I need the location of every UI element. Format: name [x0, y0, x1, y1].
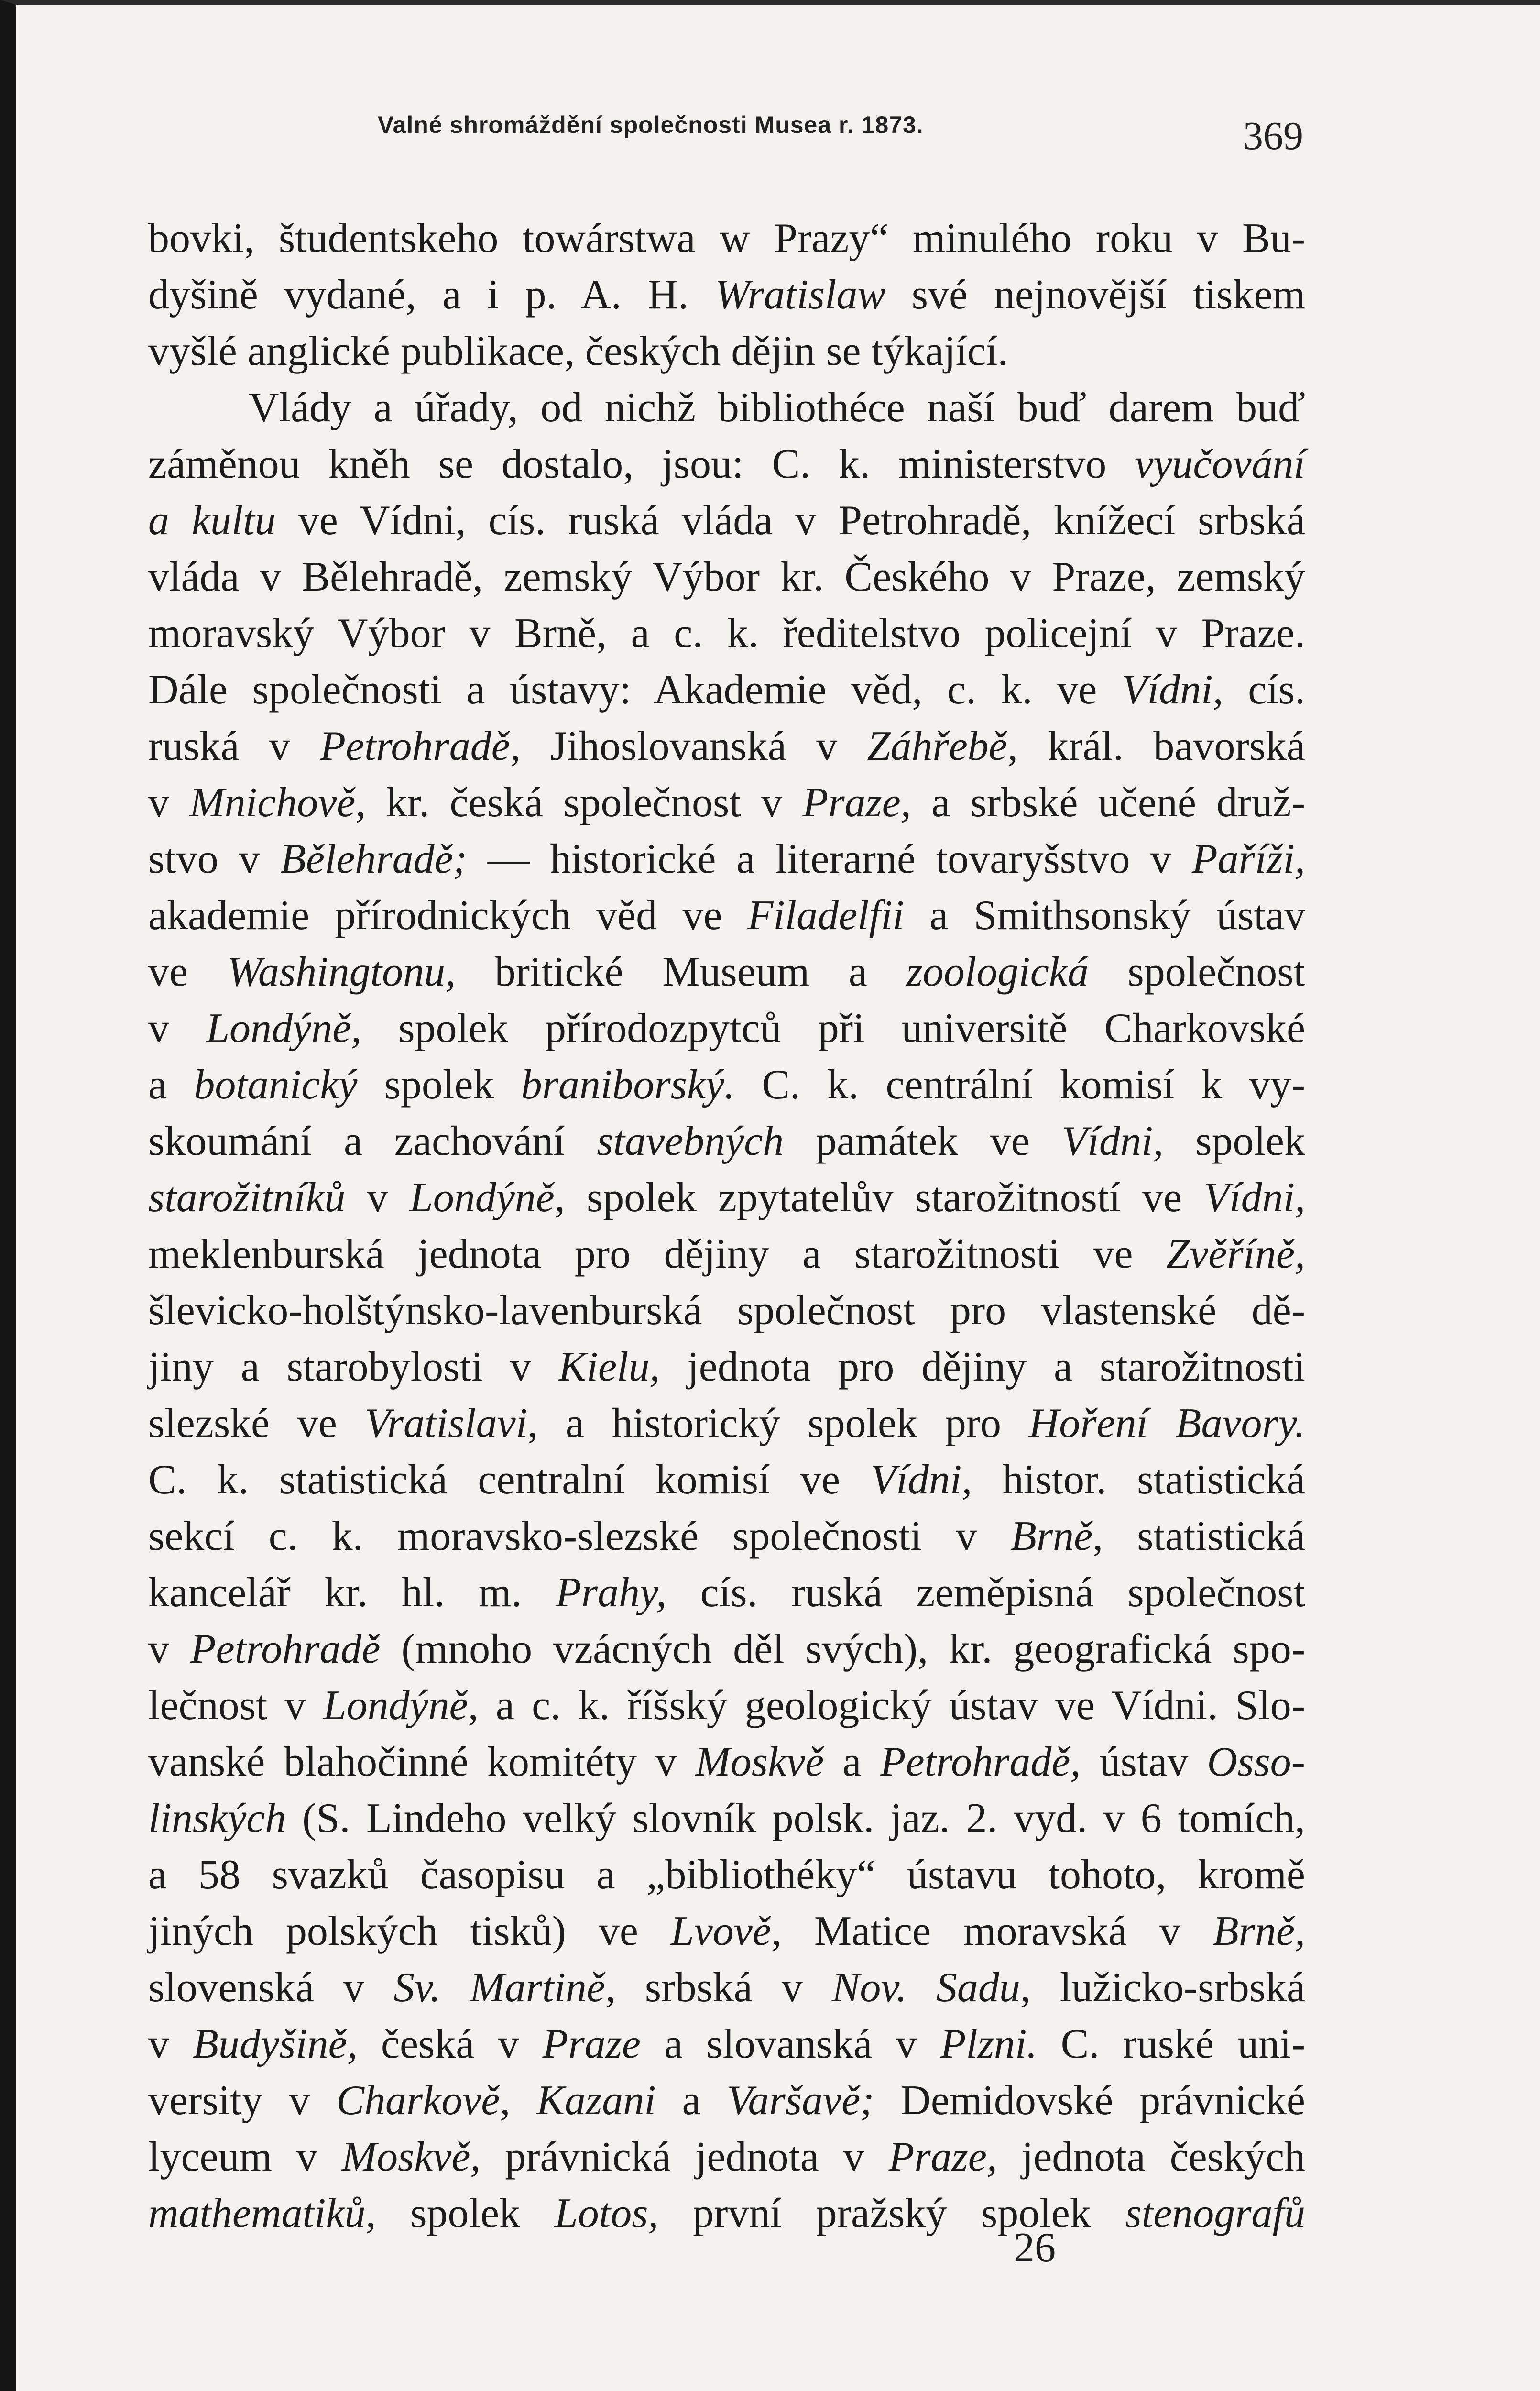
text-segment: a [824, 1739, 880, 1785]
italic-text-segment: Filadelfii [747, 892, 904, 939]
text-line [148, 1790, 1305, 1847]
italic-text-segment: Osso- [1207, 1739, 1305, 1785]
italic-text-segment: mathematiků, [148, 2190, 376, 2237]
text-segment: slezské ve [148, 1400, 365, 1447]
italic-text-segment: Petrohradě [190, 1626, 381, 1672]
text-segment: histor. statistická [972, 1457, 1305, 1503]
text-segment: lečnost v [148, 1682, 323, 1729]
text-segment: sekcí c. k. moravsko-slezské společnosti v [148, 1513, 1011, 1559]
text-segment: ústav [1081, 1739, 1207, 1785]
text-segment: v [148, 779, 190, 826]
text-segment: ve Vídni, cís. ruská vláda v Petrohradě, knížecí srbská [275, 497, 1305, 544]
italic-text-segment: Nov. Sadu, [831, 1964, 1031, 2011]
text-segment: v [148, 1005, 207, 1052]
text-segment: jiny a starobylosti v [148, 1344, 558, 1390]
text-line [148, 1170, 1305, 1226]
text-segment: spolek přírodozpytců při universitě Charkovské [361, 1005, 1306, 1052]
italic-text-segment: linských [148, 1795, 286, 1842]
text-segment: (mnoho vzácných děl svých), kr. geografická spo- [380, 1626, 1306, 1672]
text-line [148, 1283, 1305, 1339]
text-segment: první pražský spolek [658, 2190, 1125, 2237]
text-segment: a c. k. říšský geologický ústav ve Vídni. Slo- [478, 1682, 1306, 1729]
text-segment: a [148, 1062, 194, 1108]
italic-text-segment: Washingtonu, [227, 949, 456, 995]
italic-text-segment: Záhřebě, [867, 723, 1018, 769]
text-segment: jednota českých [997, 2134, 1305, 2180]
text-segment: — historické a literarné tovaryšstvo v [467, 836, 1192, 882]
italic-text-segment: Moskvě [695, 1739, 824, 1785]
text-line [148, 2129, 1305, 2185]
text-segment: a historický spolek pro [538, 1400, 1029, 1447]
italic-text-segment: Petrohradě, [880, 1739, 1081, 1785]
italic-text-segment: Paříži, [1191, 836, 1305, 882]
text-segment: šlevicko-holštýnsko-lavenburská společnost pro vlastenské dě- [148, 1287, 1305, 1334]
italic-text-segment: Wratislaw [715, 272, 886, 318]
text-segment: srbská v [615, 1964, 832, 2011]
italic-text-segment: zoologická [906, 949, 1089, 995]
text-segment: své nejnovější tiskem [885, 272, 1305, 318]
italic-text-segment: Lvově, [670, 1908, 782, 1954]
text-segment: vanské blahočinné komitéty v [148, 1739, 696, 1785]
text-segment: cís. ruská zeměpisná společnost [666, 1569, 1305, 1616]
italic-text-segment: Londýně, [323, 1682, 479, 1729]
text-segment: (S. Lindeho velký slovník polsk. jaz. 2. vyd. v 6 tomích, [286, 1795, 1305, 1842]
text-segment: vláda v Bělehradě, zemský Výbor kr. Českého v Praze, zemský [148, 554, 1305, 600]
text-segment: a 58 svazků časopisu a „bibliothéky“ ústavu tohoto, kromě [148, 1852, 1305, 1898]
text-segment: lužicko-srbská [1030, 1964, 1306, 2011]
text-line [148, 1113, 1305, 1170]
text-line [148, 493, 1305, 549]
text-segment: lyceum v [148, 2134, 342, 2180]
italic-text-segment: Lotos, [554, 2190, 659, 2237]
text-segment: kancelář kr. hl. m. [148, 1569, 556, 1616]
italic-text-segment: stavebných [597, 1118, 784, 1164]
italic-text-segment: Londýně, [409, 1174, 565, 1221]
italic-text-segment: Bělehradě; [280, 836, 468, 882]
text-line [148, 662, 1305, 718]
text-segment: král. bavorská [1017, 723, 1305, 769]
text-segment: versity v [148, 2077, 337, 2124]
text-segment: ruská v [148, 723, 320, 769]
text-line [148, 775, 1305, 831]
italic-text-segment: Sv. Martině, [393, 1964, 616, 2011]
text-line [148, 1395, 1305, 1452]
signature-mark: 26 [1014, 2225, 1056, 2271]
italic-text-segment: Hoření Bavory. [1028, 1400, 1305, 1447]
italic-text-segment: Vídni, [870, 1457, 972, 1503]
italic-text-segment: Brně, [1212, 1908, 1305, 1954]
italic-text-segment: Mnichově, [189, 779, 366, 826]
text-segment: vyšlé anglické publikace, českých dějin se týkající. [148, 328, 1008, 374]
italic-text-segment: Prahy, [555, 1569, 667, 1616]
text-segment: spolek [376, 2190, 555, 2237]
text-segment: C. k. statistická centralní komisí ve [148, 1457, 871, 1503]
text-line [148, 1903, 1305, 1960]
text-line [148, 605, 1305, 662]
text-segment: moravský Výbor v Brně, a c. k. ředitelstvo policejní v Praze. [148, 610, 1305, 657]
italic-text-segment: Kielu, [558, 1344, 660, 1390]
running-title: Valné shromáždění společnosti Musea r. 1873. [378, 111, 924, 138]
text-line [148, 1565, 1305, 1621]
text-line [148, 1339, 1305, 1395]
text-line [148, 1057, 1305, 1113]
text-line [148, 210, 1305, 267]
text-line [148, 323, 1305, 380]
text-segment: a srbské učené druž- [911, 779, 1305, 826]
text-segment: Demidovské právnické [874, 2077, 1305, 2124]
text-segment: kr. česká společnost v [366, 779, 803, 826]
page-number: 369 [1243, 114, 1303, 158]
text-segment: C. k. centrální komisí k vy- [735, 1062, 1305, 1108]
text-segment: C. ruské uni- [1037, 2021, 1306, 2067]
italic-text-segment: Moskvě, [341, 2134, 481, 2180]
italic-text-segment: Petrohradě, [320, 723, 521, 769]
text-line [148, 267, 1305, 323]
text-segment: a slovanská v [640, 2021, 940, 2067]
text-segment: Vlády a úřady, od nichž bibliothéce naší buď darem buď [249, 384, 1305, 431]
text-segment: cís. [1223, 667, 1305, 713]
text-line [148, 1508, 1305, 1565]
text-line [148, 718, 1305, 775]
text-segment: jiných polských tisků) ve [148, 1908, 671, 1954]
text-line [148, 1960, 1305, 2016]
text-line [148, 1000, 1305, 1057]
italic-text-segment: braniborský. [521, 1062, 735, 1108]
text-segment: v [148, 1626, 190, 1672]
text-segment: bovki, študentskeho towárstwa w Prazy“ minulého roku v Bu- [148, 215, 1305, 262]
italic-text-segment: Praze, [802, 779, 911, 826]
italic-text-segment: Varšavě; [727, 2077, 874, 2124]
text-segment: společnost [1088, 949, 1305, 995]
italic-text-segment: Vídni, [1203, 1174, 1306, 1221]
text-segment: právnická jednota v [481, 2134, 889, 2180]
text-line [148, 549, 1305, 605]
text-line [148, 1226, 1305, 1283]
text-segment: britické Museum a [456, 949, 907, 995]
text-line [148, 1452, 1305, 1508]
text-segment: památek ve [784, 1118, 1062, 1164]
text-segment: česká v [357, 2021, 543, 2067]
text-line [148, 831, 1305, 888]
text-line [148, 380, 1305, 436]
text-line [148, 2185, 1305, 2242]
text-segment: spolek [357, 1062, 521, 1108]
text-line [148, 1734, 1305, 1790]
italic-text-segment: Zvěříně, [1166, 1231, 1305, 1277]
italic-text-segment: Praze, [888, 2134, 997, 2180]
text-line [148, 436, 1305, 493]
text-segment: a Smithsonský ústav [904, 892, 1306, 939]
italic-text-segment: botanický [194, 1062, 358, 1108]
text-line [148, 888, 1305, 944]
text-segment: jednota pro dějiny a starožitnosti [660, 1344, 1305, 1390]
text-segment: záměnou kněh se dostalo, jsou: C. k. ministerstvo [148, 441, 1135, 487]
text-line [148, 1847, 1305, 1903]
text-line [148, 2073, 1305, 2129]
italic-text-segment: Charkově, Kazani [336, 2077, 656, 2124]
text-segment: spolek zpytatelův starožitností ve [565, 1174, 1204, 1221]
italic-text-segment: a kultu [148, 497, 276, 544]
italic-text-segment: Londýně, [206, 1005, 362, 1052]
italic-text-segment: Vídni, [1121, 667, 1223, 713]
text-segment: dyšině vydané, a i p. A. H. [148, 272, 715, 318]
text-segment: spolek [1163, 1118, 1305, 1164]
text-segment: skoumání a zachování [148, 1118, 597, 1164]
text-segment: slovenská v [148, 1964, 393, 2011]
text-segment: akademie přírodnických věd ve [148, 892, 748, 939]
italic-text-segment: Praze [542, 2021, 641, 2067]
text-line [148, 944, 1305, 1000]
text-segment: ve [148, 949, 227, 995]
text-line [148, 1678, 1305, 1734]
text-segment: stvo v [148, 836, 281, 882]
italic-text-segment: Plzni. [940, 2021, 1038, 2067]
text-segment: Dále společnosti a ústavy: Akademie věd, c. k. ve [148, 667, 1122, 713]
italic-text-segment: starožitníků [148, 1174, 346, 1221]
body-text [148, 210, 1305, 2242]
italic-text-segment: vyučování [1135, 441, 1305, 487]
text-segment: v [345, 1174, 410, 1221]
italic-text-segment: Budyšině, [193, 2021, 358, 2067]
italic-text-segment: Brně, [1011, 1513, 1103, 1559]
italic-text-segment: Vídni, [1061, 1118, 1164, 1164]
text-segment: statistická [1103, 1513, 1305, 1559]
text-segment: meklenburská jednota pro dějiny a starožitnosti ve [148, 1231, 1167, 1277]
text-line [148, 2016, 1305, 2073]
text-segment: Matice moravská v [781, 1908, 1213, 1954]
italic-text-segment: stenografů [1125, 2190, 1305, 2237]
italic-text-segment: Vratislavi, [364, 1400, 538, 1447]
text-segment: v [148, 2021, 193, 2067]
text-line [148, 1621, 1305, 1678]
text-segment: Jihoslovanská v [520, 723, 867, 769]
text-segment: a [655, 2077, 727, 2124]
